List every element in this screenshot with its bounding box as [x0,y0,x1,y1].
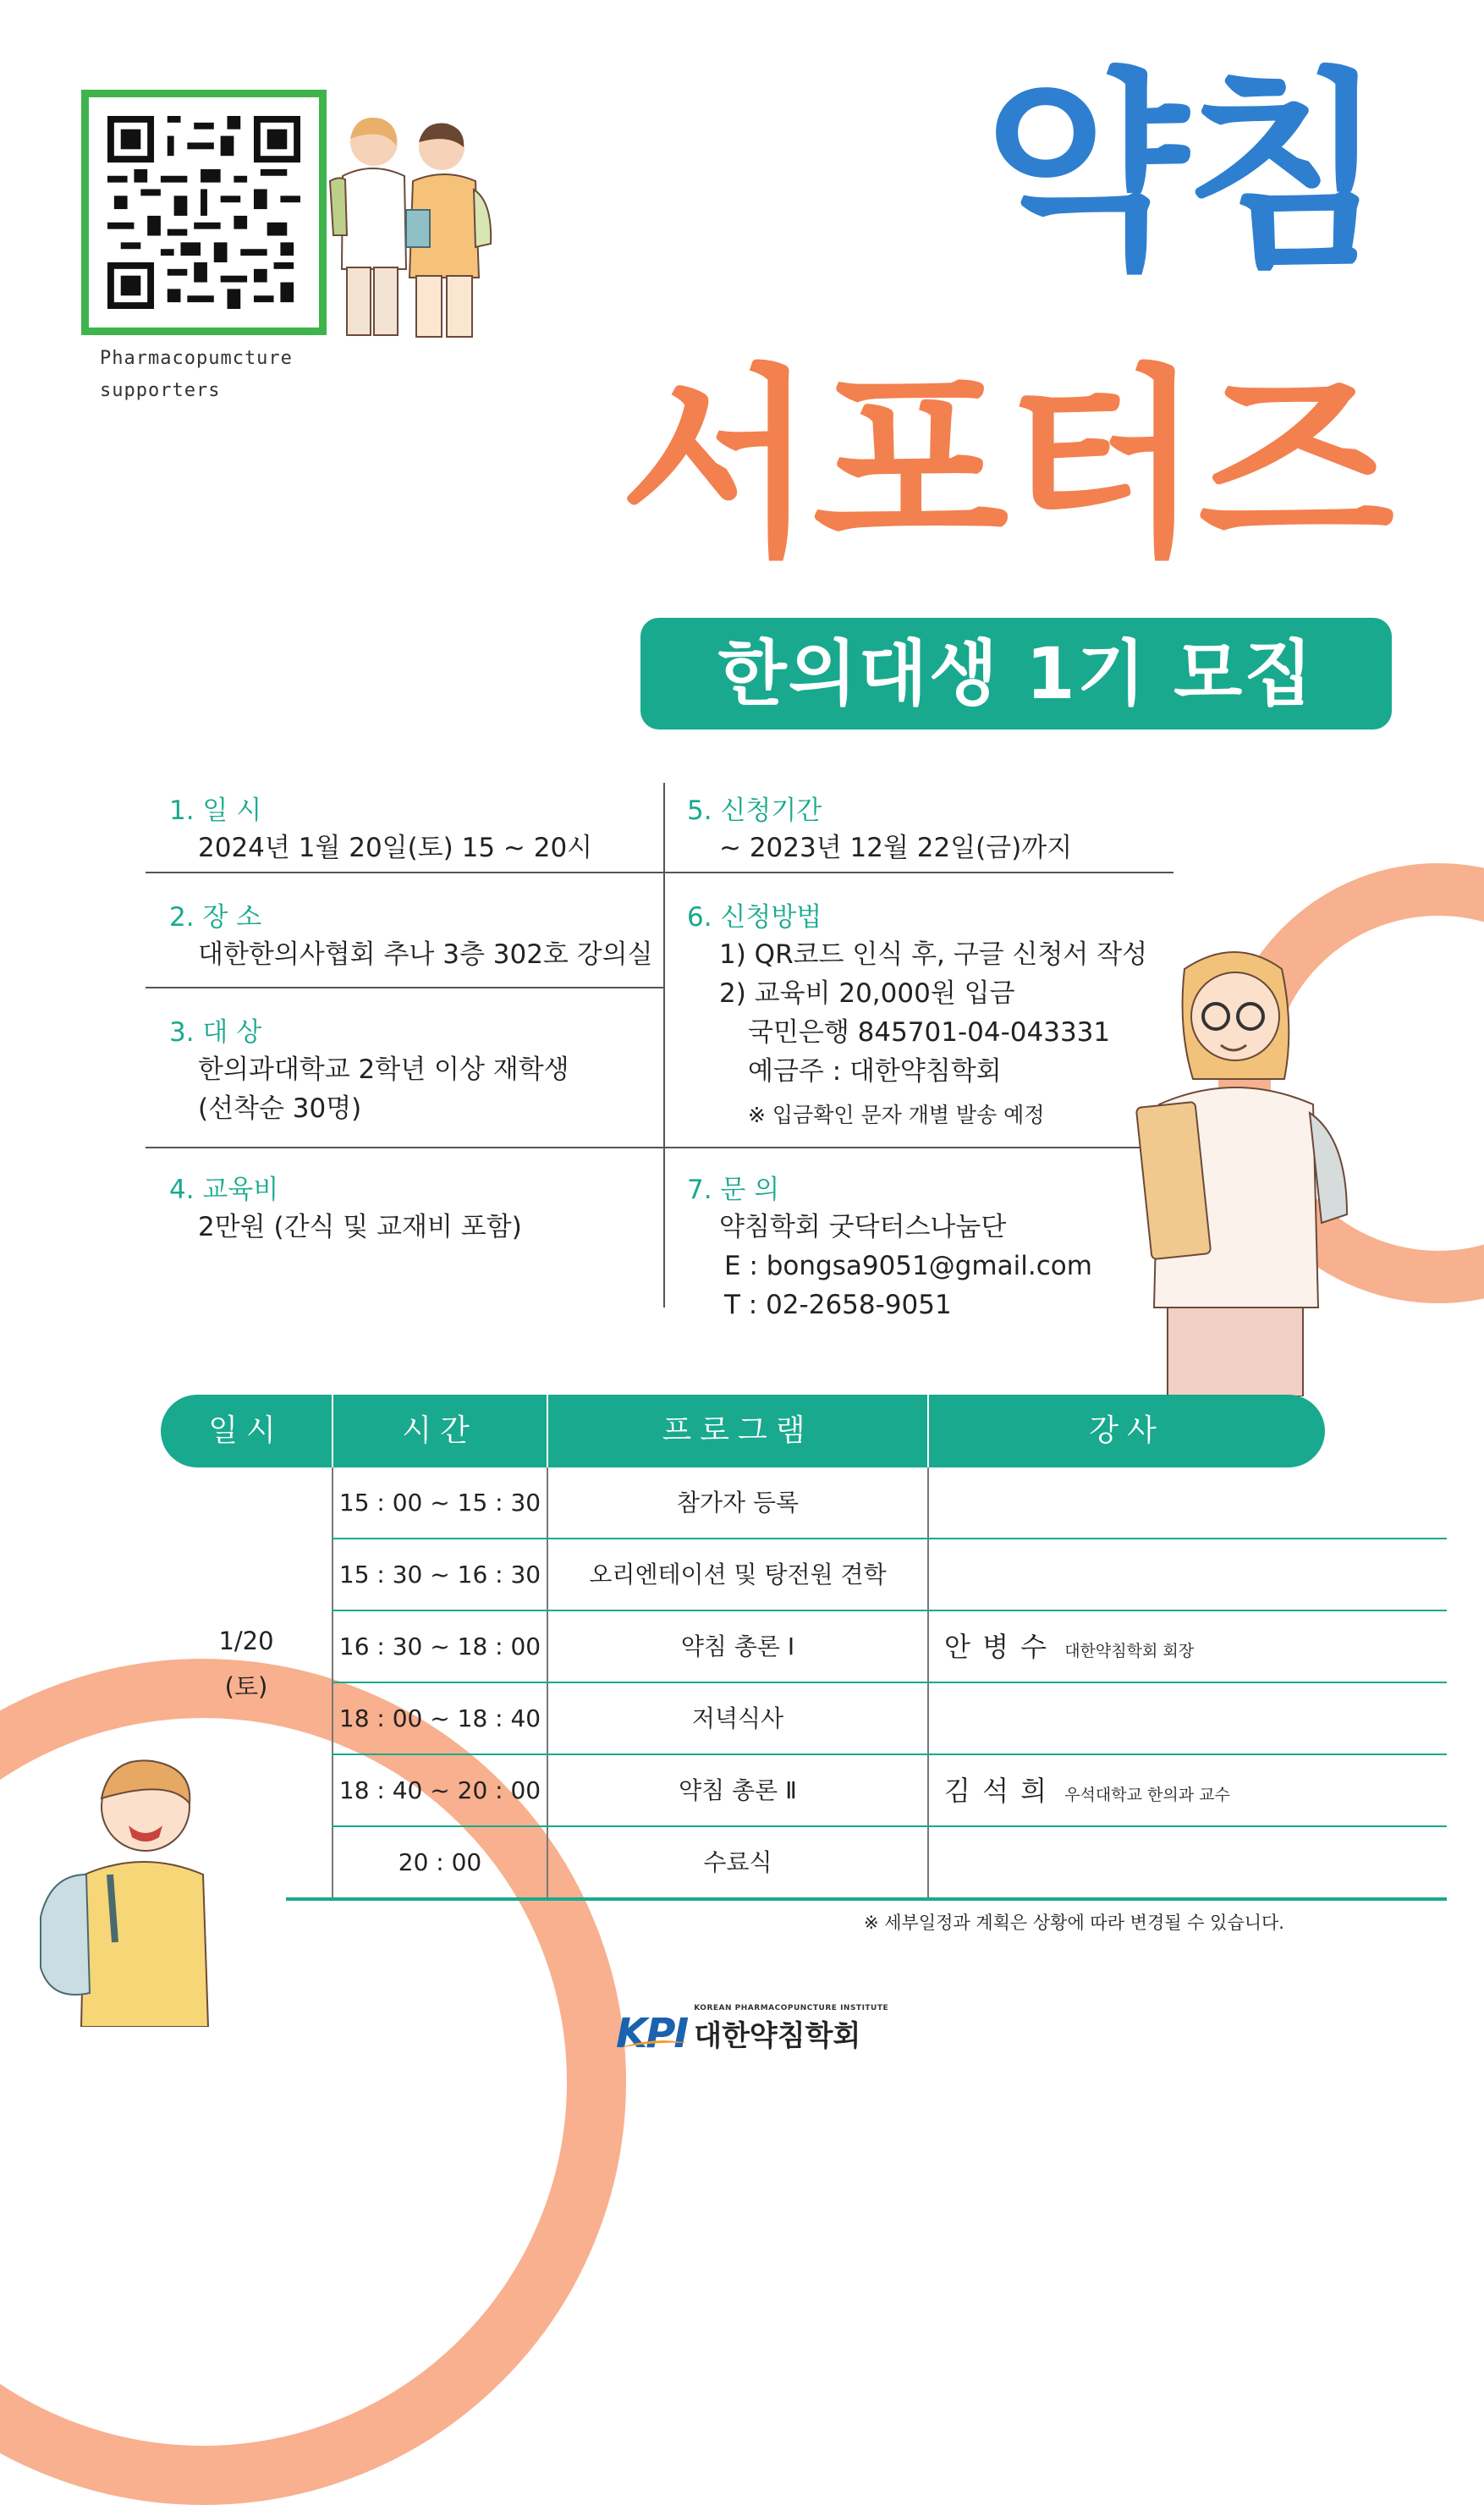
schedule-table [161,1467,1325,1901]
table-bottom-line [286,1897,1447,1901]
students-illustration [322,108,499,341]
qr-code[interactable] [81,90,327,335]
info-date [169,789,592,867]
info-contact-head: 7. 문 의 [687,1175,780,1205]
row-program: 약침 총론 Ⅱ [679,1776,797,1804]
table-row [333,1683,1325,1754]
info-date-head: 1. 일 시 [169,796,262,826]
info-target-value1: 한의과대학교 2학년 이상 재학생 [198,1054,569,1085]
recruit-badge: 한의대생 1기 모집 [640,618,1392,729]
qr-caption [100,343,293,407]
info-fee [169,1168,522,1247]
info-method-value2: 2) 교육비 20,000원 입금 [719,978,1015,1009]
logo-sub: KOREAN PHARMACOPUNCTURE INSTITUTE [694,2004,889,2012]
schedule-note: ※ 세부일정과 계획은 상황에 따라 변경될 수 있습니다. [863,1913,1284,1933]
info-contact-tel[interactable]: T : 02-2658-9051 [724,1290,952,1320]
qr-caption-line1: Pharmacopumcture [100,348,293,369]
info-contact-email[interactable]: E : bongsa9051@gmail.com [724,1251,1092,1281]
info-method-holder: 예금주 : 대한약침학회 [748,1056,1002,1087]
info-divider-3 [146,1147,1173,1148]
info-divider-2 [146,987,663,988]
schedule-header-date: 일시 [208,1413,284,1448]
logo-swoosh-icon [619,2040,687,2050]
info-method-head: 6. 신청방법 [687,902,822,933]
boy-with-backpack-illustration [34,1748,228,2027]
schedule-header-lecturer: 강사 [1089,1413,1165,1448]
info-method [687,895,1147,1135]
info-method-bank: 국민은행 845701-04-043331 [748,1017,1111,1048]
info-fee-head: 4. 교육비 [169,1175,279,1205]
row-program: 저녁식사 [691,1704,784,1732]
lecturer-name: 김 석 희 [944,1775,1049,1807]
page-title-line1: 약침 [984,50,1382,296]
row-program: 약침 총론 Ⅰ [680,1632,795,1660]
schedule-header-time: 시간 [402,1413,478,1448]
page-title-line2: 서포터즈 [619,347,1391,584]
info-target [169,1010,569,1128]
info-period [687,789,1072,867]
row-time: 15 : 30 ~ 16 : 30 [338,1561,541,1588]
info-period-head: 5. 신청기간 [687,796,822,826]
info-date-value: 2024년 1월 20일(토) 15 ~ 20시 [198,833,593,863]
table-row [333,1827,1325,1898]
info-place [169,895,653,974]
row-program: 참가자 등록 [676,1489,800,1517]
row-lecturer [944,1755,1230,1831]
logo-mark: KPI [616,2010,688,2057]
table-row [333,1611,1325,1682]
info-contact [687,1168,1092,1324]
schedule-header [161,1395,1325,1467]
row-time: 18 : 40 ~ 20 : 00 [338,1776,541,1804]
info-period-value: ~ 2023년 12월 22일(금)까지 [719,833,1073,863]
row-program: 오리엔테이션 및 탕전원 견학 [589,1561,887,1588]
row-lecturer [944,1611,1194,1687]
table-row [333,1467,1325,1539]
row-time: 18 : 00 ~ 18 : 40 [338,1704,541,1732]
row-time: 20 : 00 [398,1848,482,1876]
info-place-value: 대한한의사협회 추나 3층 302호 강의실 [198,939,653,970]
lecturer-title: 대한약침학회 회장 [1064,1642,1195,1660]
info-place-head: 2. 장 소 [169,902,262,933]
schedule-date-line2: (토) [224,1672,268,1701]
table-row [333,1755,1325,1826]
table-row [333,1539,1325,1610]
logo-name: 대한약침학회 [694,2019,861,2053]
info-target-value2: (선착순 30명) [198,1093,362,1124]
row-time: 15 : 00 ~ 15 : 30 [338,1489,541,1517]
schedule-date [161,1618,332,1709]
lecturer-name: 안 병 수 [944,1631,1049,1663]
row-time: 16 : 30 ~ 18 : 00 [338,1632,541,1660]
schedule-date-line1: 1/20 [218,1627,274,1655]
institute-logo [616,2004,888,2057]
qr-caption-line2: supporters [100,380,221,401]
girl-with-books-illustration [1125,935,1354,1396]
info-method-value1: 1) QR코드 인식 후, 구글 신청서 작성 [719,939,1148,970]
row-program: 수료식 [703,1848,772,1876]
info-target-head: 3. 대 상 [169,1017,262,1048]
info-divider-vertical [663,783,665,1308]
info-fee-value: 2만원 (간식 및 교재비 포함) [198,1212,522,1242]
info-divider-1 [146,872,1173,873]
schedule-header-program: 프로그램 [662,1413,814,1448]
info-contact-org: 약침학회 굿닥터스나눔단 [719,1212,1007,1242]
qr-code-icon [107,116,300,309]
info-method-note: ※ 입금확인 문자 개별 발송 예정 [748,1103,1045,1127]
lecturer-title: 우석대학교 한의과 교수 [1064,1786,1230,1804]
